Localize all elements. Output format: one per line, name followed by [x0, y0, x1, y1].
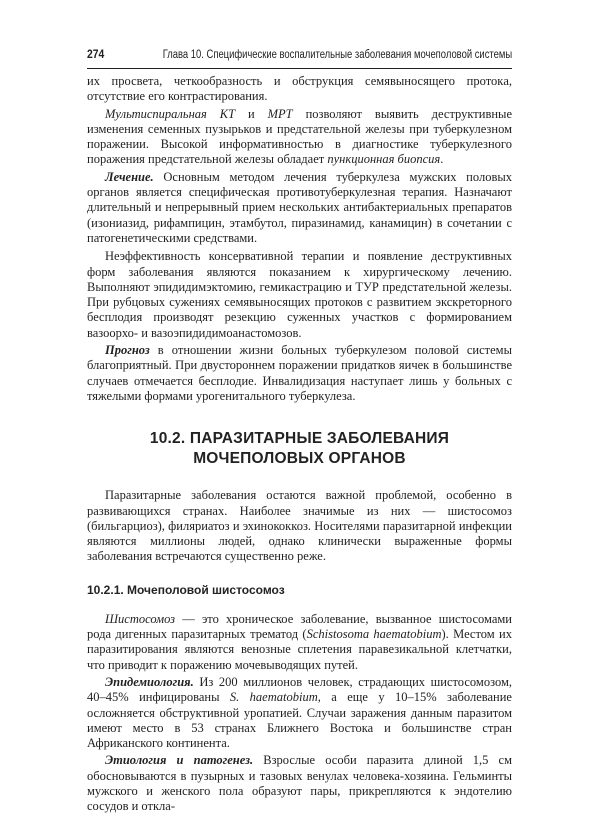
- epidemiology-text: Из 200 миллионов человек, страдающих шистосомозом, 40–45% инфицированы: [87, 674, 512, 705]
- imaging-mid: и: [235, 106, 268, 121]
- imaging-lead: Мультиспиральная КТ: [105, 106, 236, 121]
- page-number: 274: [87, 49, 105, 61]
- paragraph-imaging: [87, 107, 512, 168]
- paragraph-schistosomiasis-def: [87, 612, 512, 673]
- schisto-end: ). Местом их паразитирования являются венозные сплетения паравезикальной клетчатки, что приводит к поражению мочевыводящих путей.: [87, 627, 512, 672]
- paragraph-continued: их просвета, четкообразность и обструкция семявыносящего протокa, отсутствие его контрастирования.: [87, 74, 512, 104]
- subsection-heading: 10.2.1. Мочеполовой шистосомоз: [87, 582, 285, 597]
- etiology-lead: Этиология и патогенез.: [105, 753, 254, 768]
- schisto-text: — это хроническое заболевание, вызванное шистосомами рода дигенных паразитарных трематод (: [87, 611, 512, 642]
- paragraph-prognosis: [87, 343, 512, 404]
- paragraph-etiology: [87, 753, 512, 814]
- prognosis-text: в отношении жизни больных туберкулезом половой системы благоприятный. При двустороннем поражении придатков яичек в большинстве случаев отмечается бесплодие. Инвалидизация наступает лишь у больных с тяжелыми формами урогенитального туберкулеза.: [87, 343, 512, 403]
- treatment-text: Основным методом лечения туберкулеза мужских половых органов является специфическая противотуберкулезная терапия. Назначают длительный и непрерывный прием нескольких антибактериальных препаратов (изониазид, рифампицин, этамбутол, пиразинамид, канамицин) в сочетании с патогенетическими средствами.: [87, 169, 512, 245]
- paragraph-epidemiology: [87, 675, 512, 751]
- epidemiology-species: S. haematobium: [229, 690, 318, 705]
- chapter-title: Глава 10. Специфические воспалительные заболевания мочеполовой системы: [162, 49, 512, 61]
- section-heading: [87, 429, 512, 469]
- treatment-lead: Лечение.: [105, 169, 154, 184]
- etiology-text: Взрослые особи паразита длиной 1,5 см обосновываются в пузырных и тазовых венулах человека-хозяина. Гельминты мужского и женского пола образуют пары, прикрепляются к эндотелию сосудов и откла-: [87, 753, 512, 814]
- prognosis-lead: Прогноз: [105, 343, 150, 358]
- running-header: [87, 49, 512, 65]
- paragraph-parasitic-intro: Паразитарные заболевания остаются важной проблемой, особенно в развивающихся странах. Наиболее значимые из них — шистосомоз (бильгарциоз), филяриатоз и эхинококкоз. Носителями паразитарной инфекции являются миллионы людей, однако клинически выраженные формы заболевания встречаются существенно реже.: [87, 488, 512, 564]
- schisto-lead: Шистосомоз: [105, 611, 176, 626]
- epidemiology-lead: Эпидемиология.: [105, 674, 194, 689]
- imaging-text: позволяют выявить деструктивные изменения семенных пузырьков и предстательной железы при туберкулезном поражении. Высокой информативностью в диагностике туберкулезного поражения предстательной железы обладает: [87, 106, 512, 167]
- imaging-biopsy-term: пункционная биопсия: [327, 152, 441, 167]
- page-body: [87, 74, 512, 815]
- paragraph-treatment: [87, 170, 512, 246]
- epidemiology-end: , а еще у 10–15% заболевание осложняется обструктивной уропатией. Случаи заражения данным паразитом имеют место в 53 странах Ближнего Востока и большинстве стран Африканского континента.: [87, 690, 512, 751]
- imaging-end: .: [440, 152, 444, 167]
- schisto-species: Schistosoma haematobium: [306, 627, 442, 642]
- section-title-line-1: 10.2. ПАРАЗИТАРНЫЕ ЗАБОЛЕВАНИЯ: [149, 430, 450, 448]
- header-rule: [87, 68, 512, 69]
- paragraph-surgery: Неэффективность консервативной терапии и появление деструктивных форм заболевания являются показанием к хирургическому лечению. Выполняют эпидидимэктомию, гемикастрацию и ТУР предстательной железы. При рубцовых сужениях семявыносящих протоков с развитием экскреторного бесплодия производят резекцию суженных участков с формированием вазоорхо- и вазоэпидидимоанастомозов.: [87, 249, 512, 340]
- section-title-line-2: МОЧЕПОЛОВЫХ ОРГАНОВ: [193, 450, 406, 468]
- imaging-lead-2: МРТ: [267, 106, 293, 121]
